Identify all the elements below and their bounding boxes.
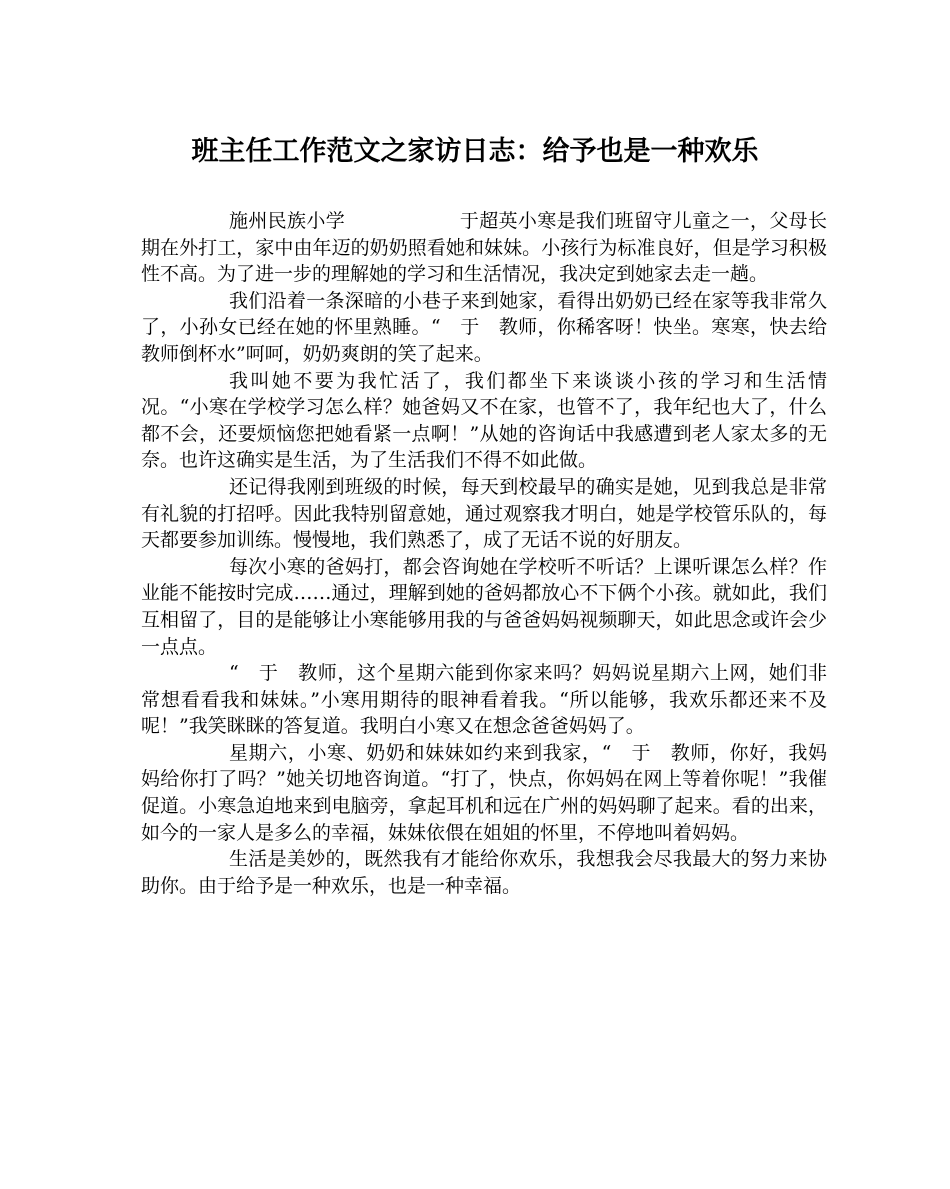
paragraph-8: 生活是美妙的，既然我有才能给你欢乐，我想我会尽我最大的努力来协助你。由于给予是一种欢乐，也是一种幸福。 <box>141 848 827 897</box>
document-body <box>141 208 827 899</box>
paragraph-1: 施州民族小学 于超英小寒是我们班留守儿童之一，父母长期在外打工，家中由年迈的奶奶照看她和妹妹。小孩行为标准良好，但是学习积极性不高。为了进一步的理解她的学习和生活情况，我决定到她家去走一趟。 <box>141 210 827 286</box>
paragraph-5: 每次小寒的爸妈打，都会咨询她在学校听不听话？上课听课怎么样？作业能不能按时完成……通过，理解到她的爸妈都放心不下俩个小孩。就如此，我们互相留了，目的是能够让小寒能够用我的与爸爸妈妈视频聊天，如此思念或许会少一点点。 <box>141 555 827 658</box>
paragraph-7: 星期六，小寒、奶奶和妹妹如约来到我家，“ 于 教师，你好，我妈妈给你打了吗？”她关切地咨询道。“打了，快点，你妈妈在网上等着你呢！”我催促道。小寒急迫地来到电脑旁，拿起耳机和远在广州的妈妈聊了起来。看的出来，如今的一家人是多么的幸福，妹妹依偎在姐姐的怀里，不停地叫着妈妈。 <box>141 741 827 844</box>
paragraph-6: “ 于 教师，这个星期六能到你家来吗？妈妈说星期六上网，她们非常想看看我和妹妹。”小寒用期待的眼神看着我。“所以能够，我欢乐都还来不及呢！”我笑眯眯的答复道。我明白小寒又在想念爸爸妈妈了。 <box>141 662 827 738</box>
paragraph-4: 还记得我刚到班级的时候，每天到校最早的确实是她，见到我总是非常有礼貌的打招呼。因此我特别留意她，通过观察我才明白，她是学校管乐队的，每天都要参加训练。慢慢地，我们熟悉了，成了无话不说的好朋友。 <box>141 475 827 552</box>
paragraph-3: 我叫她不要为我忙活了，我们都坐下来谈谈小孩的学习和生活情况。“小寒在学校学习怎么样？她爸妈又不在家，也管不了，我年纪也大了，什么都不会，还要烦恼您把她看紧一点啊！”从她的咨询话中我感遭到老人家太多的无奈。也许这确实是生活，为了生活我们不得不如此做。 <box>141 369 827 472</box>
paragraph-2: 我们沿着一条深暗的小巷子来到她家，看得出奶奶已经在家等我非常久了，小孙女已经在她的怀里熟睡。“ 于 教师，你稀客呀！快坐。寒寒，快去给教师倒杯水”呵呵，奶奶爽朗的笑了起来。 <box>141 289 827 365</box>
document-title: 班主任工作范文之家访日志：给予也是一种欢乐 <box>191 136 759 167</box>
